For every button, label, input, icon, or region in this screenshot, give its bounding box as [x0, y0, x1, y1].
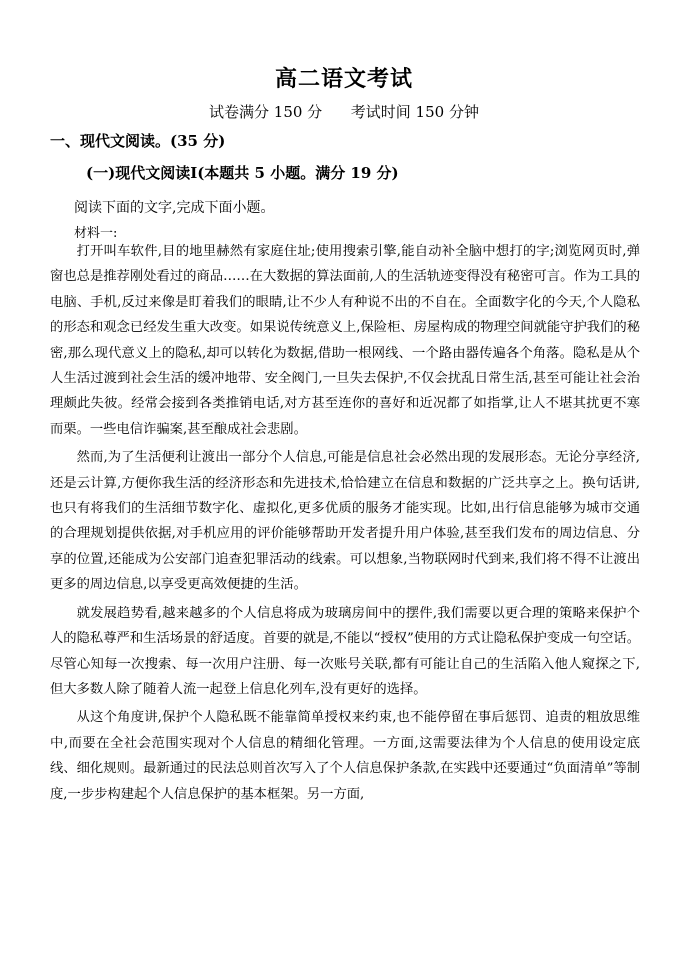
paragraph: 从这个角度讲,保护个人隐私既不能靠简单授权来约束,也不能停留在事后惩罚、追责的粗放思维中,而要在全社会范围实现对个人信息的精细化管理。一方面,这需要法律为个人信息的使用设定底线、细化规则。最新通过的民法总则首次写入了个人信息保护条款,在实践中还要通过“负面清单”等制度,一步步构建起个人信息保护的基本框架。另一方面,: [50, 710, 640, 802]
instruction-text: 阅读下面的文字,完成下面小题。: [74, 200, 275, 216]
page-title: 高二语文考试: [274, 66, 413, 92]
subsection-heading: (一)现代文阅读Ⅰ(本题共 5 小题。满分 19 分): [86, 164, 399, 182]
paragraph: 就发展趋势看,越来越多的个人信息将成为玻璃房间中的摆件,我们需要以更合理的策略来保护个人的隐私尊严和生活场景的舒适度。首要的就是,不能以“授权”使用的方式让隐私保护变成一句空话。尽管心知每一次搜索、每一次用户注册、每一次账号关联,都有可能让自己的生活陷入他人窥探之下,但大多数人除了随着人流一起登上信息化列车,没有更好的选择。: [50, 605, 640, 697]
section-heading: 一、现代文阅读。(35 分): [50, 132, 226, 150]
passage-body: [50, 239, 640, 807]
material-label: 材料一:: [74, 226, 118, 241]
paragraph: 然而,为了生活便利让渡出一部分个人信息,可能是信息社会必然出现的发展形态。无论分享经济,还是云计算,方便你我生活的经济形态和先进技术,恰恰建立在信息和数据的广泛共享之上。换句话讲,也只有将我们的生活细节数字化、虚拟化,更多优质的服务才能实现。比如,出行信息能够为城市交通的合理规划提供依据,对手机应用的评价能够帮助开发者提升用户体验,甚至我们发布的周边信息、分享的位置,还能成为公安部门追查犯罪活动的线索。可以想象,当物联网时代到来,我们将不得不让渡出更多的周边信息,以享受更高效便捷的生活。: [50, 450, 640, 593]
paragraph: 打开叫车软件,目的地里赫然有家庭住址;使用搜索引擎,能自动补全脑中想打的字;浏览网页时,弹窗也总是推荐刚处看过的商品……在大数据的算法面前,人的生活轨迹变得没有秘密可言。作为工具的电脑、手机,反过来像是盯着我们的眼睛,让不少人有种说不出的不自在。全面数字化的今天,个人隐私的形态和观念已经发生重大改变。如果说传统意义上,保险柜、房屋构成的物理空间就能守护我们的秘密,那么现代意义上的隐私,却可以转化为数据,借助一根网线、一个路由器传遍各个角落。隐私是从个人生活过渡到社会生活的缓冲地带、安全阀门,一旦失去保护,不仅会扰乱日常生活,甚至可能让社会治理颇此失彼。经常会接到各类推销电话,对方甚至连你的喜好和近况都了如指掌,让人不堪其扰更不寒而栗。一些电信诈骗案,甚至酿成社会悲剧。: [50, 244, 640, 437]
exam-info: 试卷满分 150 分 考试时间 150 分钟: [209, 103, 479, 121]
